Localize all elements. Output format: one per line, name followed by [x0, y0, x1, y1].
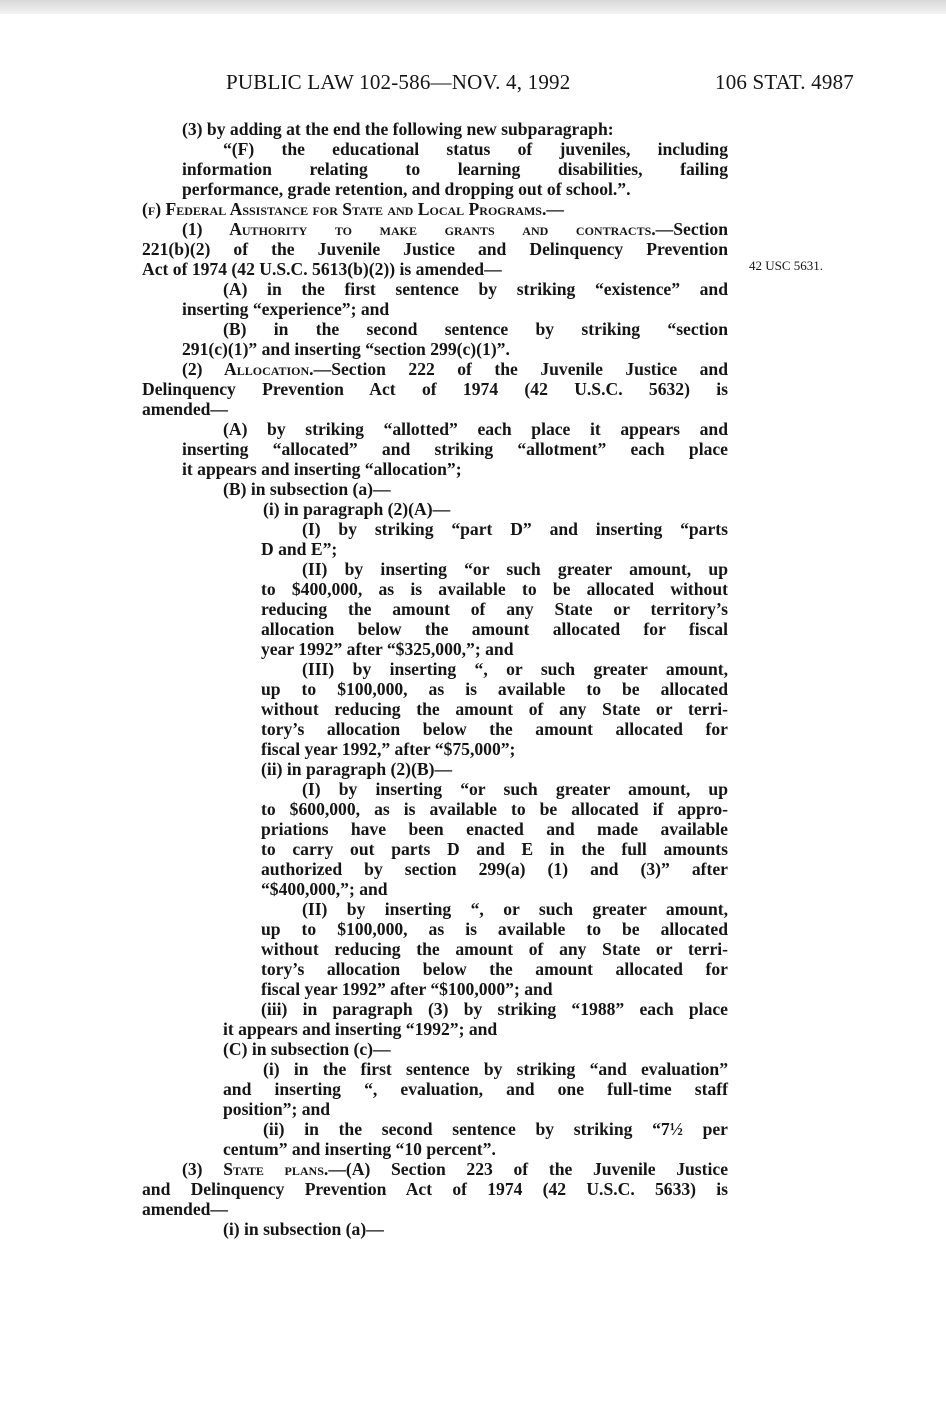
text-line-content: without reducing the amount of any State or terri-	[261, 939, 728, 959]
text-line-content: (II) by inserting “or such greater amount, up	[302, 559, 728, 579]
text-line-content: authorized by section 299(a) (1) and (3)” after	[261, 859, 728, 879]
text-line	[261, 939, 728, 959]
text-line-content: up to $100,000, as is available to be allocated	[261, 679, 728, 699]
text-line	[261, 979, 621, 999]
text-line	[182, 359, 728, 379]
text-line	[223, 139, 728, 159]
text-line	[261, 919, 728, 939]
text-line-content: inserting “allocated” and striking “allotment” each place	[182, 439, 728, 459]
text-line	[261, 679, 728, 699]
text-line-content: (i) in the first sentence by striking “and evaluation”	[263, 1059, 728, 1079]
text-line-content: (III) by inserting “, or such greater amount,	[302, 659, 728, 679]
text-line-content: (iii) in paragraph (3) by striking “1988” each place	[261, 999, 728, 1019]
text-line-content: allocation below the amount allocated for fiscal	[261, 619, 728, 639]
text-line	[261, 599, 728, 619]
text-line	[261, 759, 491, 779]
text-line-content: information relating to learning disabilities, failing	[182, 159, 728, 179]
text-line-content: (A) by striking “allotted” each place it appears and	[223, 419, 728, 439]
text-line	[182, 1159, 728, 1179]
text-line-content: —Section	[655, 219, 728, 239]
text-line	[223, 1139, 553, 1159]
text-line-content: performance, grade retention, and dropping out of school.”.	[182, 179, 631, 199]
text-line	[223, 319, 728, 339]
text-line	[302, 659, 728, 679]
text-line	[263, 1119, 728, 1139]
text-line-content: “(F) the educational status of juveniles, including	[223, 139, 728, 159]
text-line-content: without reducing the amount of any State or terri-	[261, 699, 728, 719]
text-line-content: centum” and inserting “10 percent”.	[223, 1139, 496, 1159]
text-line	[182, 299, 442, 319]
text-line	[142, 1199, 242, 1219]
text-line	[302, 559, 728, 579]
text-line-content: (i) in paragraph (2)(A)—	[263, 499, 451, 519]
text-line-content: (i) in subsection (a)—	[223, 1219, 384, 1239]
text-line	[223, 1099, 353, 1119]
text-line	[142, 239, 728, 259]
text-line	[223, 279, 728, 299]
text-line	[182, 439, 728, 459]
text-line	[223, 1019, 553, 1039]
text-line-content: (I) by inserting “or such greater amount, up	[302, 779, 728, 799]
text-line	[182, 219, 728, 239]
text-line-content: tory’s allocation below the amount allocated for	[261, 719, 728, 739]
text-line	[261, 879, 421, 899]
text-line	[261, 639, 581, 659]
text-line-content: to $600,000, as is available to be allocated if appro-	[261, 799, 728, 819]
text-line-content: (I) by striking “part D” and inserting “parts	[302, 519, 728, 539]
text-line-content: (A) in the first sentence by striking “existence” and	[223, 279, 728, 299]
text-line-content: (ii) in the second sentence by striking “7½ per	[263, 1119, 728, 1139]
running-header-title: PUBLIC LAW 102-586—NOV. 4, 1992	[226, 70, 571, 94]
text-line-content: reducing the amount of any State or territory’s	[261, 599, 728, 619]
text-line	[261, 539, 361, 559]
text-line-content: —Section 222 of the Juvenile Justice and	[313, 359, 728, 379]
text-line-content: “$400,000,”; and	[261, 879, 388, 899]
text-line-content: D and E”;	[261, 539, 338, 559]
text-line-content: 291(c)(1)” and inserting “section 299(c)(1)”.	[182, 339, 510, 359]
text-line-content: priations have been enacted and made available	[261, 819, 728, 839]
text-line-content: 221(b)(2) of the Juvenile Justice and Delinquency Prevention	[142, 239, 728, 259]
section-heading: (2) Allocation.	[182, 359, 314, 379]
text-line-content: inserting “experience”; and	[182, 299, 390, 319]
text-line-content: fiscal year 1992” after “$100,000”; and	[261, 979, 553, 999]
section-heading: (f) Federal Assistance for State and Local Programs.	[142, 199, 547, 219]
text-line	[261, 999, 728, 1019]
text-line-content: amended—	[142, 1199, 229, 1219]
text-line-content: (C) in subsection (c)—	[223, 1039, 391, 1059]
text-line	[302, 899, 728, 919]
text-line	[261, 739, 581, 759]
text-line	[261, 859, 728, 879]
text-line-content: to $400,000, as is available to be allocated without	[261, 579, 728, 599]
text-line	[182, 119, 727, 139]
text-line	[261, 799, 728, 819]
text-line	[261, 619, 728, 639]
text-line	[261, 699, 728, 719]
text-line-content: to carry out parts D and E in the full amounts	[261, 839, 728, 859]
section-heading: (1) Authority to make grants and contracts.	[182, 219, 656, 239]
text-line	[261, 959, 728, 979]
text-line-content: and inserting “, evaluation, and one full-time staff	[223, 1079, 728, 1099]
text-line-content: (3) by adding at the end the following new subparagraph:	[182, 119, 614, 139]
text-line	[223, 1039, 423, 1059]
text-line-content: up to $100,000, as is available to be allocated	[261, 919, 728, 939]
text-line-content: it appears and inserting “allocation”;	[182, 459, 462, 479]
text-line-content: (ii) in paragraph (2)(B)—	[261, 759, 453, 779]
margin-citation: 42 USC 5631.	[749, 258, 824, 273]
text-line	[182, 179, 728, 199]
text-line	[142, 379, 728, 399]
text-line	[142, 199, 728, 219]
text-line	[182, 339, 582, 359]
text-line	[261, 839, 728, 859]
text-line-content: Act of 1974 (42 U.S.C. 5613(b)(2)) is amended—	[142, 259, 502, 279]
text-line	[223, 1219, 423, 1239]
text-line	[142, 259, 572, 279]
text-line-content: (II) by inserting “, or such greater amount,	[302, 899, 728, 919]
text-line	[223, 479, 423, 499]
text-line	[261, 719, 728, 739]
text-line	[302, 779, 728, 799]
text-line-content: amended—	[142, 399, 229, 419]
section-heading: (3) State plans.	[182, 1159, 329, 1179]
text-line	[263, 499, 483, 519]
text-line	[223, 419, 728, 439]
text-line	[261, 579, 728, 599]
text-line-content: Delinquency Prevention Act of 1974 (42 U.S.C. 5632) is	[142, 379, 728, 399]
text-line	[142, 399, 242, 419]
text-line-content: (B) in the second sentence by striking “section	[223, 319, 728, 339]
text-line-content: —	[546, 199, 564, 219]
text-line	[182, 159, 728, 179]
text-line-content: fiscal year 1992,” after “$75,000”;	[261, 739, 516, 759]
text-line-content: (B) in subsection (a)—	[223, 479, 391, 499]
text-line-content: —(A) Section 223 of the Juvenile Justice	[328, 1159, 729, 1179]
running-header-page-number: 106 STAT. 4987	[715, 70, 854, 94]
scan-top-edge	[0, 0, 946, 14]
text-line	[263, 1059, 728, 1079]
text-line-content: it appears and inserting “1992”; and	[223, 1019, 498, 1039]
text-line-content: and Delinquency Prevention Act of 1974 (42 U.S.C. 5633) is	[142, 1179, 728, 1199]
text-line-content: year 1992” after “$325,000,”; and	[261, 639, 514, 659]
text-line	[302, 519, 728, 539]
text-line-content: tory’s allocation below the amount allocated for	[261, 959, 728, 979]
text-line	[182, 459, 522, 479]
text-line	[142, 1179, 728, 1199]
text-line	[261, 819, 728, 839]
text-line	[223, 1079, 728, 1099]
text-line-content: position”; and	[223, 1099, 331, 1119]
